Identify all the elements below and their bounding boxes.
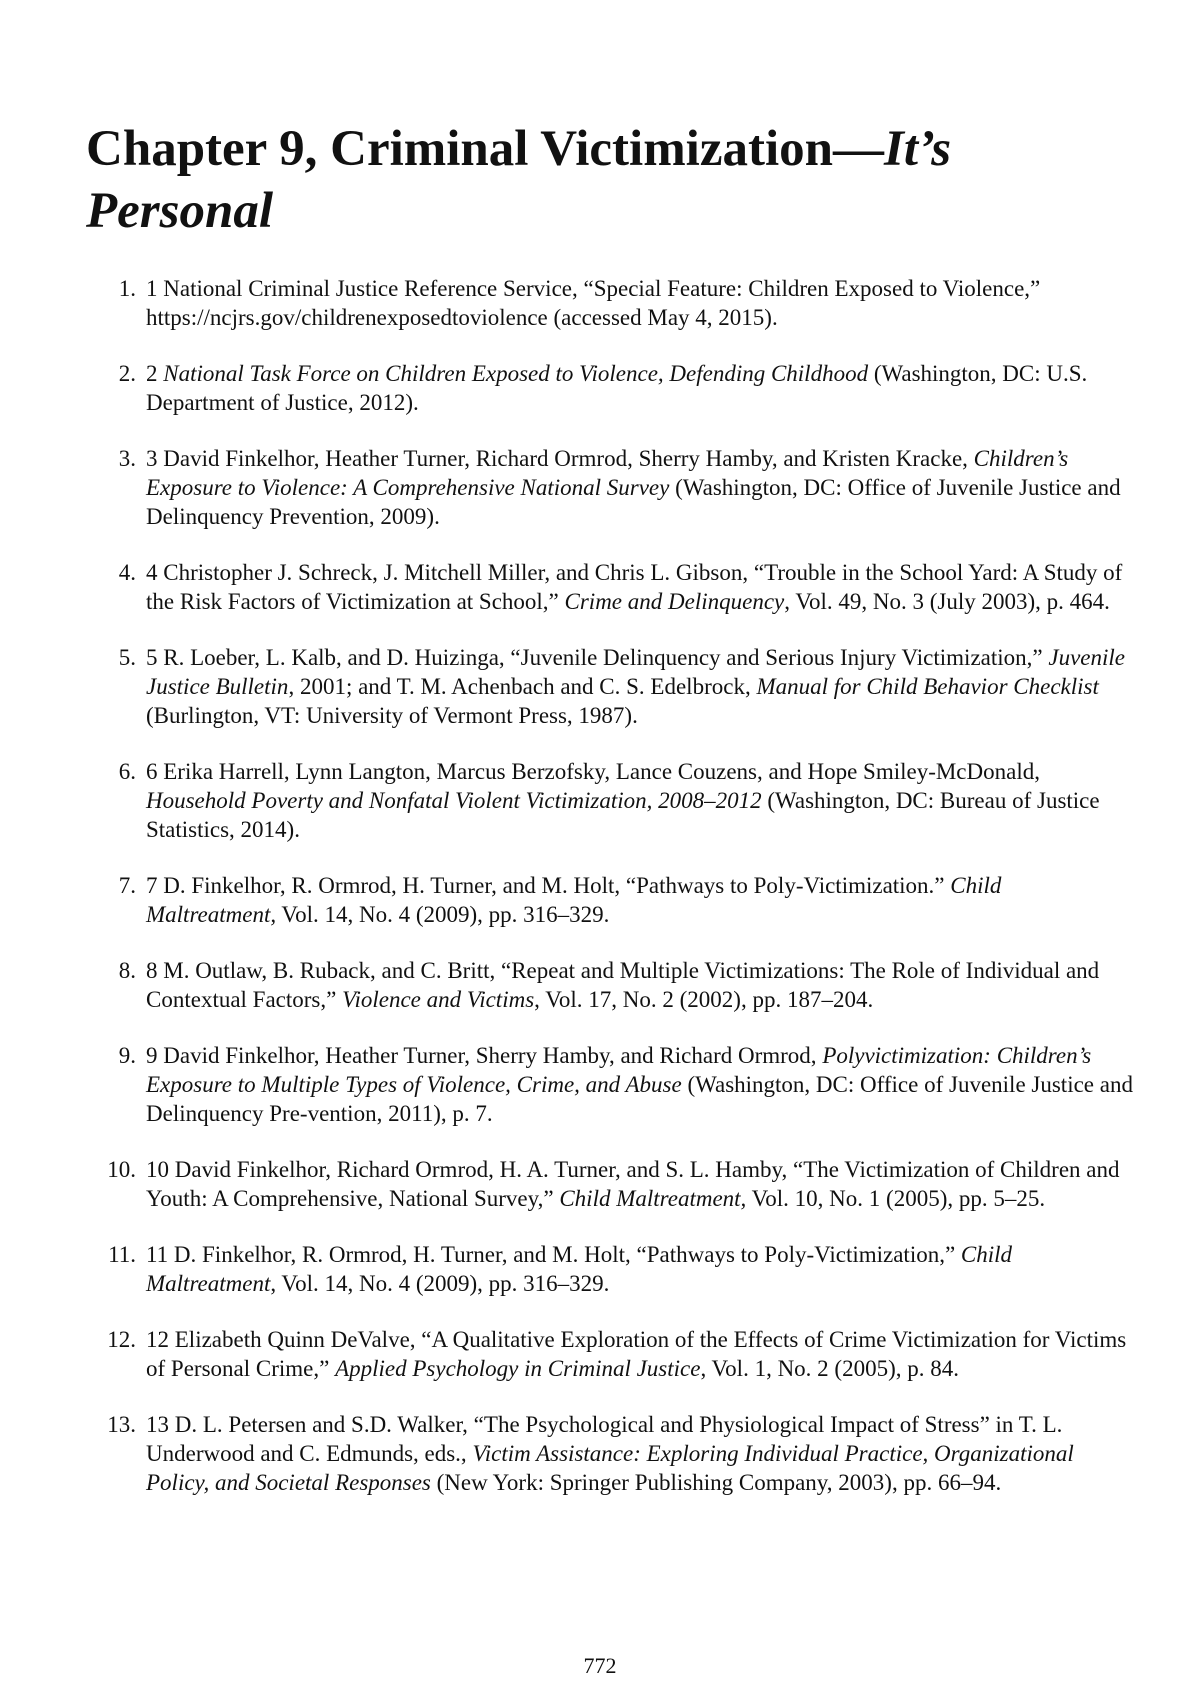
endnote-italic-segment: Child Maltreatment — [146, 1242, 1013, 1296]
endnote-item — [86, 643, 1136, 730]
endnote-segment: , Vol. 14, No. 4 (2009), pp. 316–329. — [270, 1271, 610, 1296]
endnote-segment: (New York: Springer Publishing Company, 2003), pp. 66–94. — [430, 1470, 1002, 1495]
endnote-number: 8. — [118, 958, 136, 983]
endnote-text — [136, 1155, 1136, 1213]
endnote-segment: 8 M. Outlaw, B. Ruback, and C. Britt, “Repeat and Multiple Victimizations: The Role of Individual and Contextual Factors,” — [146, 958, 1100, 1012]
endnote-italic-segment: Polyvictimization: Children’s Exposure to Multiple Types of Violence, Crime, and Abuse — [146, 1043, 1092, 1097]
endnote-italic-segment: National Task Force on Children Exposed to Violence, Defending Childhood — [163, 361, 869, 386]
endnote-item — [86, 558, 1136, 616]
endnote-segment: 9 David Finkelhor, Heather Turner, Sherry Hamby, and Richard Ormrod, — [146, 1043, 823, 1068]
endnote-italic-segment: Child Maltreatment, — [559, 1186, 747, 1211]
endnote-italic-segment: Crime and Delinquency — [564, 589, 785, 614]
endnote-item — [86, 274, 1136, 332]
chapter-title-italic: It’s Personal — [86, 121, 952, 239]
endnote-italic-segment: Child Maltreatment, — [146, 873, 1002, 927]
endnote-segment: Vol. 10, No. 1 (2005), pp. 5–25. — [746, 1186, 1046, 1211]
page-number: 772 — [583, 1653, 617, 1678]
endnote-segment: 4 Christopher J. Schreck, J. Mitchell Miller, and Chris L. Gibson, “Trouble in the School Yard: A Study of the Risk Factors of Victimization at School,” — [146, 560, 1123, 614]
endnote-number: 5. — [118, 645, 136, 670]
endnote-segment: 7 D. Finkelhor, R. Ormrod, H. Turner, and M. Holt, “Pathways to Poly-Victimization.” — [146, 873, 951, 898]
endnote-segment: 6 Erika Harrell, Lynn Langton, Marcus Berzofsky, Lance Couzens, and Hope Smiley-McDonald, — [146, 759, 1040, 784]
endnote-number: 10. — [107, 1157, 136, 1182]
endnote-item — [86, 1410, 1136, 1497]
endnote-segment: (Washington, DC: Office of Juvenile Justice and Delinquency Pre-vention, 2011), p. 7. — [146, 1072, 1133, 1126]
endnote-segment: 13 D. L. Petersen and S.D. Walker, “The Psychological and Physiological Impact of Stress” in T. L. Underwood and C. Edmunds, eds., — [146, 1412, 1063, 1466]
endnote-segment: (Washington, DC: Bureau of Justice Statistics, 2014). — [146, 788, 1100, 842]
endnote-item — [86, 444, 1136, 531]
endnote-segment: 11 D. Finkelhor, R. Ormrod, H. Turner, and M. Holt, “Pathways to Poly-Victimization,” — [146, 1242, 961, 1267]
endnote-number: 7. — [118, 873, 136, 898]
endnote-number: 12. — [107, 1327, 136, 1352]
endnote-number: 3. — [118, 446, 136, 471]
endnote-text — [136, 956, 1136, 1014]
endnote-item — [86, 871, 1136, 929]
endnote-text — [136, 643, 1136, 730]
endnotes-list — [86, 274, 1136, 1524]
endnote-number: 6. — [118, 759, 136, 784]
endnote-italic-segment: Violence and Victims — [342, 987, 535, 1012]
endnote-segment: 10 David Finkelhor, Richard Ormrod, H. A. Turner, and S. L. Hamby, “The Victimization of Children and Youth: A Comprehensive, National Survey,” — [146, 1157, 1120, 1211]
endnote-item — [86, 359, 1136, 417]
chapter-title-plain: Chapter 9, Criminal Victimization— — [86, 121, 884, 177]
endnote-text — [136, 871, 1136, 929]
endnote-segment: 5 R. Loeber, L. Kalb, and D. Huizinga, “Juvenile Delinquency and Serious Injury Victimization,” — [146, 645, 1049, 670]
endnote-text — [136, 274, 1136, 332]
endnote-italic-segment: Juvenile Justice Bulletin — [146, 645, 1125, 699]
endnote-italic-segment: Applied Psychology in Criminal Justice — [335, 1356, 701, 1381]
endnote-item — [86, 1155, 1136, 1213]
endnote-number: 1. — [118, 276, 136, 301]
endnote-segment: 12 Elizabeth Quinn DeValve, “A Qualitative Exploration of the Effects of Crime Victimization for Victims of Personal Crime,” — [146, 1327, 1127, 1381]
endnote-italic-segment: Children’s Exposure to Violence: A Comprehensive National Survey — [146, 446, 1069, 500]
endnote-segment: 3 David Finkelhor, Heather Turner, Richard Ormrod, Sherry Hamby, and Kristen Kracke, — [146, 446, 974, 471]
endnote-text — [136, 558, 1136, 616]
endnote-segment: Vol. 14, No. 4 (2009), pp. 316–329. — [276, 902, 610, 927]
endnote-segment: 1 National Criminal Justice Reference Service, “Special Feature: Children Exposed to Violence,” https://ncjrs.gov/childrenexposedtoviolence (accessed May 4, 2015). — [146, 276, 1041, 330]
endnote-text — [136, 444, 1136, 531]
endnote-item — [86, 1240, 1136, 1298]
endnote-italic-segment: Manual for Child Behavior Checklist — [756, 674, 1099, 699]
chapter-title — [86, 118, 1116, 242]
endnote-text — [136, 1041, 1136, 1128]
endnote-number: 9. — [118, 1043, 136, 1068]
endnote-segment: (Washington, DC: U.S. Department of Justice, 2012). — [146, 361, 1088, 415]
endnote-text — [136, 1240, 1136, 1298]
endnote-segment: , Vol. 17, No. 2 (2002), pp. 187–204. — [534, 987, 874, 1012]
endnote-text — [136, 359, 1136, 417]
endnote-italic-segment: Victim Assistance: Exploring Individual Practice, Organizational Policy, and Societal Responses — [146, 1441, 1074, 1495]
endnote-segment: 2 — [146, 361, 164, 386]
endnote-number: 11. — [108, 1242, 136, 1267]
endnote-segment: , Vol. 1, No. 2 (2005), p. 84. — [700, 1356, 960, 1381]
endnote-number: 4. — [118, 560, 136, 585]
endnote-item — [86, 956, 1136, 1014]
endnote-text — [136, 757, 1136, 844]
endnote-text — [136, 1410, 1136, 1497]
endnote-segment: , 2001; and T. M. Achenbach and C. S. Edelbrock, — [288, 674, 757, 699]
endnote-segment: (Burlington, VT: University of Vermont Press, 1987). — [146, 703, 638, 728]
endnote-item — [86, 1041, 1136, 1128]
endnote-item — [86, 757, 1136, 844]
endnote-number: 13. — [107, 1412, 136, 1437]
endnote-italic-segment: Household Poverty and Nonfatal Violent Victimization, 2008–2012 — [146, 788, 762, 813]
endnote-segment: , Vol. 49, No. 3 (July 2003), p. 464. — [784, 589, 1110, 614]
endnote-segment: (Washington, DC: Office of Juvenile Justice and Delinquency Prevention, 2009). — [146, 475, 1121, 529]
endnote-item — [86, 1325, 1136, 1383]
endnote-text — [136, 1325, 1136, 1383]
endnote-number: 2. — [118, 361, 136, 386]
